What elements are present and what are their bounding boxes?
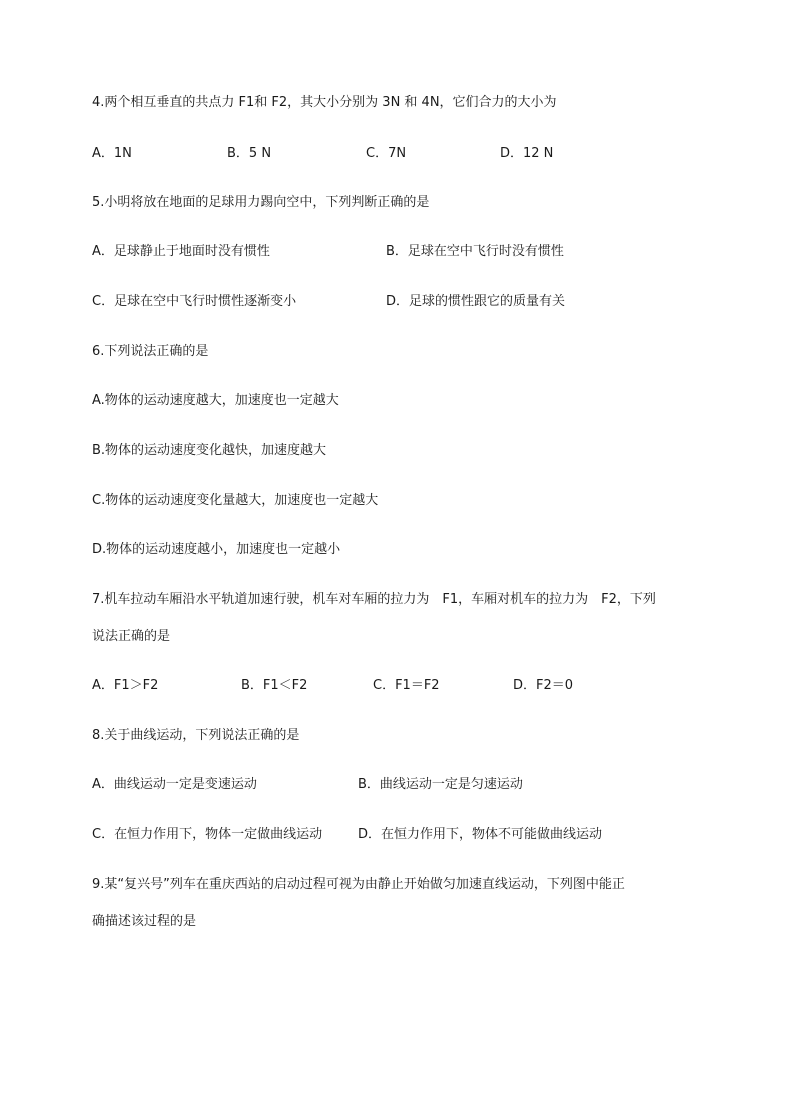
question-6-stem: 6.下列说法正确的是: [92, 344, 209, 359]
question-6-option-a: A.物体的运动速度越大，加速度也一定越大: [92, 393, 339, 408]
question-4-option-b: B．5 N: [227, 146, 272, 161]
question-9-stem-line1: 9.某“复兴号”列车在重庆西站的启动过程可视为由静止开始做匀加速直线运动，下列图中能正: [92, 877, 625, 892]
question-7-option-a: A．F1＞F2: [92, 678, 159, 693]
question-6-option-d: D.物体的运动速度越小，加速度也一定越小: [92, 542, 341, 557]
question-5-option-c: C．足球在空中飞行时惯性逐渐变小: [92, 294, 297, 309]
question-7-stem-line2: 说法正确的是: [92, 629, 171, 644]
question-5-option-a: A．足球静止于地面时没有惯性: [92, 244, 270, 259]
question-4-option-d: D．12 N: [500, 146, 554, 161]
question-8-option-c: C．在恒力作用下，物体一定做曲线运动: [92, 827, 323, 842]
question-4-option-a: A．1N: [92, 146, 132, 161]
question-8-option-a: A．曲线运动一定是变速运动: [92, 777, 257, 792]
question-7-stem-line1: 7.机车拉动车厢沿水平轨道加速行驶，机车对车厢的拉力为 F1，车厢对机车的拉力为 F2，下列: [92, 592, 656, 607]
question-7-option-b: B．F1＜F2: [241, 678, 308, 693]
question-7-option-c: C．F1＝F2: [373, 678, 440, 693]
question-5-option-d: D．足球的惯性跟它的质量有关: [386, 294, 566, 309]
question-7-option-d: D．F2＝0: [513, 678, 574, 693]
question-8-stem: 8.关于曲线运动，下列说法正确的是: [92, 728, 300, 743]
question-6-option-b: B.物体的运动速度变化越快，加速度越大: [92, 443, 327, 458]
question-8-option-d: D．在恒力作用下，物体不可能做曲线运动: [358, 827, 603, 842]
question-8-option-b: B．曲线运动一定是匀速运动: [358, 777, 523, 792]
question-5-option-b: B．足球在空中飞行时没有惯性: [386, 244, 564, 259]
question-9-stem-line2: 确描述该过程的是: [92, 914, 197, 929]
question-4-option-c: C．7N: [366, 146, 407, 161]
question-6-option-c: C.物体的运动速度变化量越大，加速度也一定越大: [92, 493, 379, 508]
question-5-stem: 5.小明将放在地面的足球用力踢向空中，下列判断正确的是: [92, 195, 430, 210]
question-4-stem: 4.两个相互垂直的共点力 F1和 F2，其大小分别为 3N 和 4N，它们合力的大小为: [92, 95, 557, 110]
